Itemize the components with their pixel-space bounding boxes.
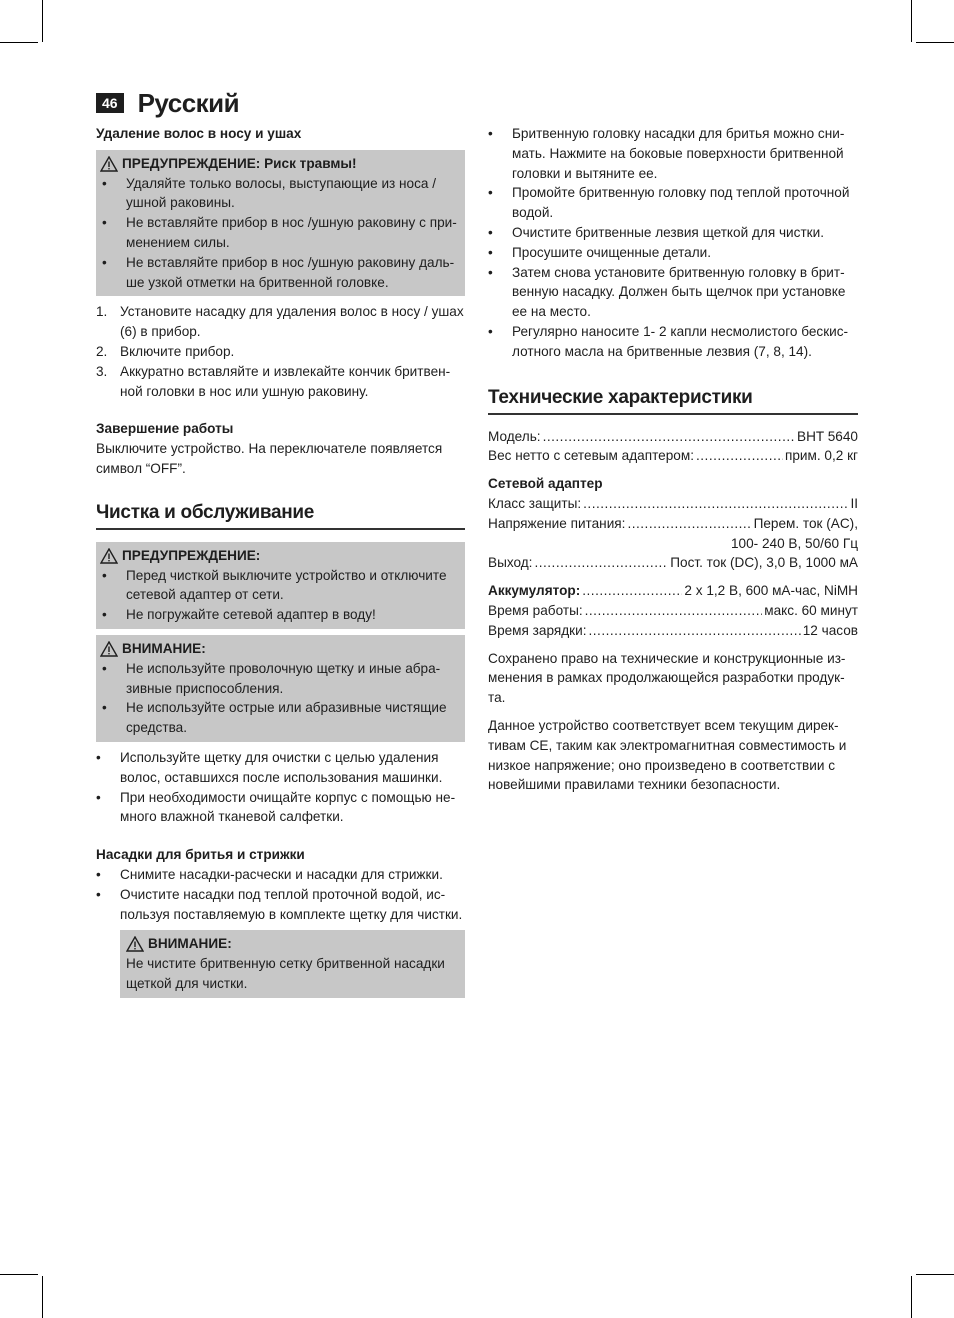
list-item: • Регулярно наносите 1- 2 капли несмолистого бескис-лотного масла на бритвенные лезвия (7, 8, 14). xyxy=(488,323,849,359)
bullet: • xyxy=(102,254,107,270)
bullet: • xyxy=(102,607,107,623)
shaver-cleaning-list xyxy=(488,124,858,362)
caution-box-abrasives xyxy=(96,635,465,742)
note-ce: Данное устройство соответствует всем текущим дирек-тивам СЕ, таким как электромагнитная совместимость и низкое напряжение; оно произведено в соответствии с новейшими правилами техники безопасности. xyxy=(488,717,847,793)
list-item: 1. Установите насадку для удаления волос в носу / ушах (6) в прибор. xyxy=(96,304,464,340)
caution-title: ВНИМАНИЕ: xyxy=(122,640,206,656)
crop-mark xyxy=(42,1276,43,1318)
bullet: • xyxy=(102,700,107,716)
right-column xyxy=(488,124,858,795)
finish-text: Выключите устройство. На переключателе появляется символ “OFF”. xyxy=(96,441,443,476)
bullet: • xyxy=(96,886,101,902)
crop-mark xyxy=(0,42,38,43)
crop-mark xyxy=(42,0,43,42)
list-item: • Используйте щетку для очистки с целью удаления волос, оставшихся после использования машинки. xyxy=(96,749,443,785)
caution-title: ВНИМАНИЕ: xyxy=(148,936,232,952)
list-item: • Промойте бритвенную головку под теплой проточной водой. xyxy=(488,185,850,221)
page-number: 46 xyxy=(96,93,124,113)
spec-model: Модель: ..... BHT 5640 xyxy=(488,427,858,447)
spec-battery: Аккумулятор: ..... 2 x 1,2 В, 600 мА-час, NiMH xyxy=(488,581,858,601)
list-item: • Не вставляйте прибор в нос /ушную раковину с при-менением силы. xyxy=(102,215,457,250)
page-header xyxy=(96,88,239,118)
warning-triangle-icon xyxy=(126,936,144,952)
section-attachments-title: Насадки для бритья и стрижки xyxy=(96,847,305,863)
list-item: • Бритвенную головку насадки для бритья можно сни-мать. Нажмите на боковые поверхности бритвенной головки и вытяните ее. xyxy=(488,126,845,181)
list-item: • Снимите насадки-расчески и насадки для стрижки. xyxy=(96,865,465,885)
list-item: • Перед чисткой выключите устройство и отключите сетевой адаптер от сети. xyxy=(102,567,447,603)
section-finish-title: Завершение работы xyxy=(96,421,234,437)
adapter-title: Сетевой адаптер xyxy=(488,476,603,492)
crop-mark xyxy=(911,0,912,42)
warning-triangle-icon xyxy=(100,548,118,564)
bullet: • xyxy=(102,215,107,231)
caution-text: Не чистите бритвенную сетку бритвенной насадки щеткой для чистки. xyxy=(126,956,445,991)
list-item: • Затем снова установите бритвенную головку в брит-венную насадку. Должен быть щелчок при установке ее на место. xyxy=(488,264,846,320)
section-cleaning-title: Чистка и обслуживание xyxy=(96,501,465,530)
crop-mark xyxy=(916,42,954,43)
list-item: • Очистите насадки под теплой проточной водой, ис-пользуя поставляемую в комплекте щетку для чистки. xyxy=(96,886,463,922)
bullet: • xyxy=(102,567,107,583)
bullet: • xyxy=(488,244,493,260)
bullet: • xyxy=(488,323,493,339)
crop-mark xyxy=(0,1274,38,1275)
caution-box-foil xyxy=(120,930,465,997)
language-title: Русский xyxy=(137,87,240,118)
warning-box-injury xyxy=(96,150,465,297)
spec-weight: Вес нетто с сетевым адаптером: ..... прим. 0,2 кг xyxy=(488,446,858,466)
bullet: • xyxy=(96,866,101,882)
steps-list xyxy=(96,302,465,401)
warning-triangle-icon xyxy=(100,641,118,657)
list-item: • Очистите бритвенные лезвия щеткой для чистки. xyxy=(488,223,858,243)
spec-charge: Время зарядки: ..... 12 часов xyxy=(488,621,858,641)
list-item: 2. Включите прибор. xyxy=(96,343,235,359)
spec-voltage: Напряжение питания: ..... Перем. ток (AC), xyxy=(488,514,858,534)
list-item: • Не используйте проволочную щетку и иные абра-зивные приспособления. xyxy=(102,660,441,696)
list-item: • Не используйте острые или абразивные чистящие средства. xyxy=(102,700,447,736)
left-column xyxy=(96,124,465,1004)
bullet: • xyxy=(488,224,493,240)
warning-title: ПРЕДУПРЕЖДЕНИЕ: xyxy=(122,547,261,563)
bullet: • xyxy=(488,185,493,201)
spec-runtime: Время работы: ..... макс. 60 минут xyxy=(488,601,858,621)
warning-triangle-icon xyxy=(100,156,118,172)
bullet: • xyxy=(96,749,101,765)
spec-voltage-range: 100- 240 В, 50/60 Гц xyxy=(730,535,858,551)
list-item: • Удаляйте только волосы, выступающие из носа / ушной раковины. xyxy=(102,175,437,211)
warning-title: ПРЕДУПРЕЖДЕНИЕ: Риск травмы! xyxy=(122,155,357,171)
list-item: • При необходимости очищайте корпус с помощью не-много влажной тканевой салфетки. xyxy=(96,789,456,825)
note-rights: Сохранено право на технические и конструкционные из-менения в рамках продолжающейся разработки продук-та. xyxy=(488,650,846,706)
cleaning-list xyxy=(96,748,465,827)
crop-mark xyxy=(911,1276,912,1318)
spec-class: Класс защиты: ..... II xyxy=(488,494,858,514)
attachments-list xyxy=(96,865,465,924)
bullet: • xyxy=(488,264,493,280)
crop-mark xyxy=(916,1274,954,1275)
list-item: • Не погружайте сетевой адаптер в воду! xyxy=(96,605,457,625)
spec-output: Выход: ..... Пост. ток (DC), 3,0 В, 1000 мА xyxy=(488,553,858,573)
bullet: • xyxy=(488,126,493,141)
bullet: • xyxy=(96,789,101,805)
list-item: • Не вставляйте прибор в нос /ушную раковину даль-ше узкой отметки на бритвенной головке. xyxy=(102,254,455,290)
bullet: • xyxy=(102,660,107,676)
list-item: 3. Аккуратно вставляйте и извлекайте кончик бритвен-ной головки в нос или ушную раковину. xyxy=(96,363,451,399)
list-item: • Просушите очищенные детали. xyxy=(488,243,858,263)
warning-box-cleaning xyxy=(96,542,465,629)
section-tech-title: Технические характеристики xyxy=(488,386,858,415)
bullet: • xyxy=(102,175,107,191)
section-nose-title: Удаление волос в носу и ушах xyxy=(96,126,302,141)
